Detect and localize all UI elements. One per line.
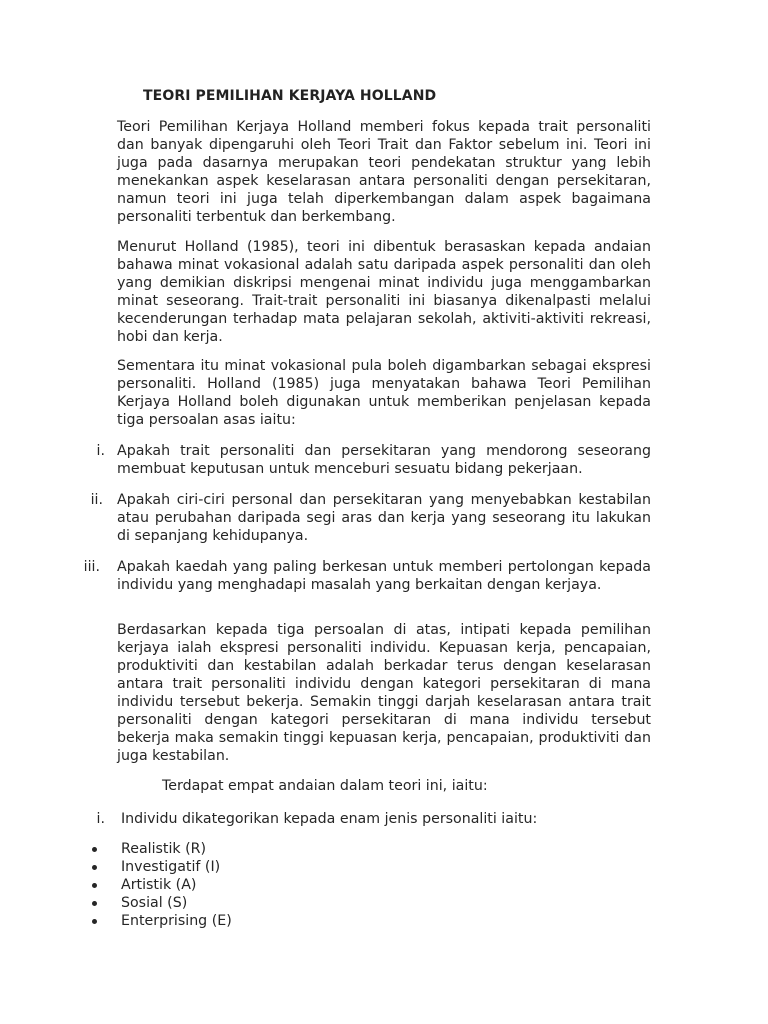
question-text: Apakah trait personaliti dan persekitaran yang mendorong seseorang membuat keputusan untuk menceburi sesuatu bidang pekerjaan. (117, 443, 651, 477)
list-item (0, 912, 400, 930)
document-title: TEORI PEMILIHAN KERJAYA HOLLAND (143, 88, 437, 104)
question-text: Apakah kaedah yang paling berkesan untuk memberi pertolongan kepada individu yang menghadapi masalah yang berkaitan dengan kerjaya. (117, 559, 651, 593)
personality-type-label: Artistik (A) (121, 877, 197, 893)
bullet-icon (92, 847, 97, 852)
assumption-number: i. (96, 811, 105, 827)
personality-type-label: Realistik (R) (121, 841, 207, 857)
paragraph-holland-1985: Menurut Holland (1985), teori ini dibentuk berasaskan kepada andaian bahawa minat vokasional adalah satu daripada aspek personaliti dan oleh yang demikian diskripsi mengenai minat individu juga menggambarkan minat seseorang. Trait-trait personaliti ini biasanya dikenalpasti melalui kecenderungan terhadap mata pelajaran sekolah, aktiviti-aktiviti rekreasi, hobi dan kerja. (117, 239, 651, 345)
question-text: Apakah ciri-ciri personal dan persekitaran yang menyebabkan kestabilan atau perubahan daripada segi aras dan kerja yang seseorang itu lakukan di sepanjang kehidupanya. (117, 492, 651, 544)
paragraph-conclusion: Berdasarkan kepada tiga persoalan di atas, intipati kepada pemilihan kerjaya ialah ekspresi personaliti individu. Kepuasan kerja, pencapaian, produktiviti dan kestabilan adalah berkadar terus dengan keselarasan antara trait personaliti individu dengan kategori persekitaran di mana individu tersebut bekerja. Semakin tinggi darjah keselarasan antara trait personaliti dengan kategori persekitaran di mana individu tersebut bekerja maka semakin tinggi kepuasan kerja, pencapaian, produktiviti dan juga kestabilan. (117, 622, 651, 764)
bullet-icon (92, 919, 97, 924)
assumptions-intro: Terdapat empat andaian dalam teori ini, iaitu: (162, 778, 488, 794)
question-number: iii. (83, 559, 100, 575)
personality-type-label: Sosial (S) (121, 895, 188, 911)
personality-types-list (0, 840, 400, 930)
list-item (0, 876, 400, 894)
paragraph-introduction: Teori Pemilihan Kerjaya Holland memberi fokus kepada trait personaliti dan banyak dipengaruhi oleh Teori Trait dan Faktor sebelum ini. Teori ini juga pada dasarnya merupakan teori pendekatan struktur yang lebih menekankan aspek keselarasan antara personaliti dengan persekitaran, namun teori ini juga telah diperkembangan dalam aspek bagaimana personaliti terbentuk dan berkembang. (117, 119, 651, 225)
assumption-text: Individu dikategorikan kepada enam jenis personaliti iaitu: (121, 811, 538, 827)
personality-type-label: Enterprising (E) (121, 913, 232, 929)
question-number: i. (96, 443, 105, 459)
bullet-icon (92, 883, 97, 888)
personality-type-label: Investigatif (I) (121, 859, 221, 875)
bullet-icon (92, 865, 97, 870)
paragraph-vocational-interest: Sementara itu minat vokasional pula boleh digambarkan sebagai ekspresi personaliti. Holland (1985) juga menyatakan bahawa Teori Pemilihan Kerjaya Holland boleh digunakan untuk memberikan penjelasan kepada tiga persoalan asas iaitu: (117, 358, 651, 428)
list-item (0, 858, 400, 876)
question-number: ii. (90, 492, 103, 508)
list-item (0, 894, 400, 912)
bullet-icon (92, 901, 97, 906)
list-item (0, 840, 400, 858)
